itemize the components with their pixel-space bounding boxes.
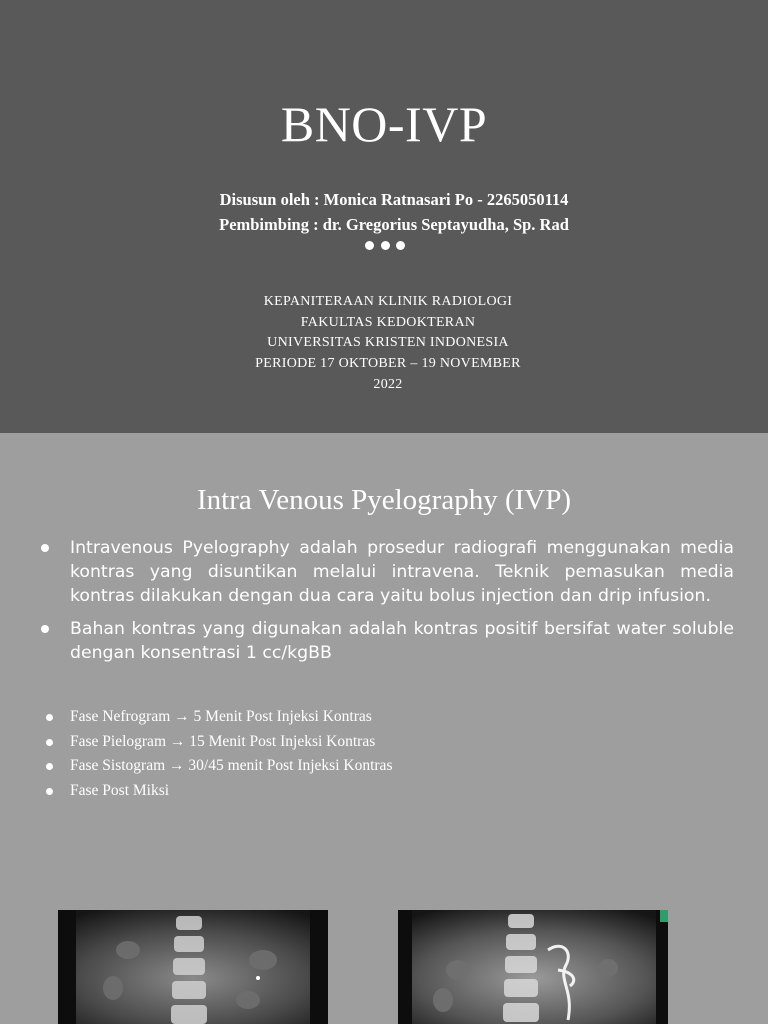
info-line: UNIVERSITAS KRISTEN INDONESIA (267, 335, 509, 351)
info-line: FAKULTAS KEDOKTERAN (300, 314, 476, 330)
advisor-line: Pembimbing : dr. Gregorius Septayudha, Sp. Rad (219, 215, 569, 234)
info-line: KEPANITERAAN KLINIK RADIOLOGI (263, 294, 513, 309)
info-line: 2022 (373, 376, 403, 392)
phase-item: Fase Pielogram → 15 Menit Post Injeksi Kontras (44, 730, 544, 755)
author-line: Disusun oleh : Monica Ratnasari Po - 2265050114 (219, 190, 569, 209)
xray-image-plain (58, 910, 328, 1024)
ellipsis-dots-icon (365, 240, 405, 250)
phase-item: Fase Post Miksi (44, 779, 544, 804)
info-line: PERIODE 17 OKTOBER – 19 NOVEMBER (255, 356, 521, 372)
phase-item: Fase Nefrogram → 5 Menit Post Injeksi Kontras (44, 705, 544, 730)
phase-list (44, 705, 544, 804)
slide-heading: Intra Venous Pyelography (IVP) (197, 484, 571, 516)
title-slide (0, 0, 768, 433)
definition-list (38, 536, 734, 674)
bullet-item: Intravenous Pyelography adalah prosedur radiografi menggunakan media kontras yang disuntikan melalui intravena. Teknik pemasukan media kontras dilakukan dengan dua cara yaitu bolus injection dan drip infusion. (38, 536, 734, 608)
phase-item: Fase Sistogram → 30/45 menit Post Injeksi Kontras (44, 754, 544, 779)
content-slide (0, 433, 768, 1024)
slide-title: BNO-IVP (280, 96, 488, 152)
xray-image-contrast (398, 910, 668, 1024)
institution-info (0, 292, 768, 396)
bullet-item: Bahan kontras yang digunakan adalah kontras positif bersifat water soluble dengan konsentrasi 1 cc/kgBB (38, 617, 734, 665)
